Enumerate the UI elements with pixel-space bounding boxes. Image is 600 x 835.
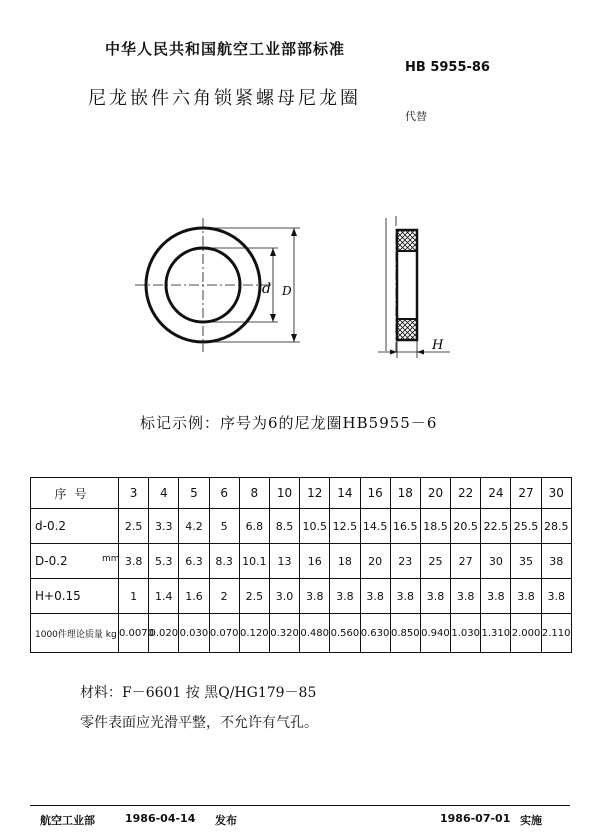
front-view: [135, 218, 300, 352]
table-cell: 10: [269, 478, 299, 509]
table-cell: 6: [209, 478, 239, 509]
table-cell: 0.630: [360, 614, 390, 653]
table-cell: 38: [541, 544, 571, 579]
standard-code: HB 5955-86: [405, 60, 490, 75]
table-row: [31, 544, 572, 579]
row-label: D-0.2 mm: [31, 544, 119, 579]
table-cell: 24: [481, 478, 511, 509]
table-cell: 0.560: [330, 614, 360, 653]
table-row: [31, 579, 572, 614]
table-cell: 22: [451, 478, 481, 509]
table-cell: 16: [300, 544, 330, 579]
table-cell: 30: [541, 478, 571, 509]
table-cell: 2.5: [119, 509, 149, 544]
table-cell: 13: [269, 544, 299, 579]
table-header-label: 序号: [31, 478, 119, 509]
footer-implement-label: 实施: [520, 814, 542, 827]
table-cell: 0.020: [149, 614, 179, 653]
table-cell: 3.8: [390, 579, 420, 614]
table-cell: 0.850: [390, 614, 420, 653]
row-label: H+0.15: [31, 579, 119, 614]
table-cell: 3.0: [269, 579, 299, 614]
footer-issuer: 航空工业部: [40, 814, 95, 827]
table-cell: 5: [209, 509, 239, 544]
table-cell: 25.5: [511, 509, 541, 544]
footer-issue-date: 1986-04-14: [125, 812, 196, 825]
table-cell: 25: [420, 544, 450, 579]
table-cell: 0.030: [179, 614, 209, 653]
top-section-hatch: [397, 230, 417, 251]
table-cell: 2.110: [541, 614, 571, 653]
table-cell: 30: [481, 544, 511, 579]
table-cell: 0.0070: [119, 614, 149, 653]
side-section-view: [378, 216, 450, 358]
table-cell: 10.5: [300, 509, 330, 544]
table-cell: 10.1: [239, 544, 269, 579]
table-cell: 18: [330, 544, 360, 579]
H-dimension-label: H: [432, 338, 444, 353]
table-cell: 16.5: [390, 509, 420, 544]
table-cell: 14.5: [360, 509, 390, 544]
table-cell: 3.8: [481, 579, 511, 614]
footer-divider: [30, 805, 570, 806]
table-header-row: [31, 478, 572, 509]
unit-label: mm: [102, 554, 120, 564]
ring-drawing: [130, 215, 470, 365]
table-cell: 12: [300, 478, 330, 509]
table-cell: 18: [390, 478, 420, 509]
table-cell: 3.3: [149, 509, 179, 544]
table-cell: 0.120: [239, 614, 269, 653]
table-cell: 12.5: [330, 509, 360, 544]
table-cell: 1.310: [481, 614, 511, 653]
table-cell: 27: [451, 544, 481, 579]
table-cell: 5: [179, 478, 209, 509]
table-row: [31, 509, 572, 544]
table-cell: 6.8: [239, 509, 269, 544]
standard-organization: 中华人民共和国航空工业部部标准: [105, 40, 346, 58]
table-cell: 8.5: [269, 509, 299, 544]
table-cell: 2.5: [239, 579, 269, 614]
table-cell: 1.4: [149, 579, 179, 614]
table-cell: 2: [209, 579, 239, 614]
table-cell: 8: [239, 478, 269, 509]
table-cell: 16: [360, 478, 390, 509]
table-cell: 8.3: [209, 544, 239, 579]
table-cell: 28.5: [541, 509, 571, 544]
row-label: d-0.2: [31, 509, 119, 544]
surface-note: 零件表面应光滑平整，不允许有气孔。: [80, 715, 318, 731]
table-cell: 1.6: [179, 579, 209, 614]
table-cell: 35: [511, 544, 541, 579]
table-cell: 5.3: [149, 544, 179, 579]
table-cell: 20: [360, 544, 390, 579]
table-cell: 3.8: [360, 579, 390, 614]
document-title: 尼龙嵌件六角锁紧螺母尼龙圈: [88, 88, 361, 109]
table-cell: 3.8: [511, 579, 541, 614]
table-cell: 20.5: [451, 509, 481, 544]
table-cell: 0.070: [209, 614, 239, 653]
table-cell: 2.000: [511, 614, 541, 653]
table-cell: 3.8: [420, 579, 450, 614]
material-note: 材料：F－6601 按 黑Q/HG179－85: [80, 685, 317, 701]
table-cell: 1: [119, 579, 149, 614]
table-row: [31, 614, 572, 653]
table-cell: 23: [390, 544, 420, 579]
d-dimension-label: d: [262, 281, 271, 297]
table-cell: 0.940: [420, 614, 450, 653]
table-cell: 3: [119, 478, 149, 509]
marking-example: 标记示例：序号为6的尼龙圈HB5955－6: [140, 414, 438, 432]
table-cell: 0.320: [269, 614, 299, 653]
table-cell: 27: [511, 478, 541, 509]
table-cell: 1.030: [451, 614, 481, 653]
row-label: 1000件理论质量 kg: [31, 614, 119, 653]
table-cell: 18.5: [420, 509, 450, 544]
table-cell: 14: [330, 478, 360, 509]
footer-issue-label: 发布: [215, 814, 237, 827]
table-cell: 4: [149, 478, 179, 509]
replaces-label: 代替: [405, 110, 427, 123]
table-cell: 3.8: [541, 579, 571, 614]
footer-implement-date: 1986-07-01: [440, 812, 511, 825]
table-cell: 6.3: [179, 544, 209, 579]
bottom-section-hatch: [397, 319, 417, 340]
table-cell: 20: [420, 478, 450, 509]
table-cell: 3.8: [119, 544, 149, 579]
table-cell: 4.2: [179, 509, 209, 544]
table-cell: 3.8: [300, 579, 330, 614]
table-cell: 3.8: [330, 579, 360, 614]
D-dimension-label: D: [282, 284, 292, 298]
table-cell: 3.8: [451, 579, 481, 614]
dimension-table: [30, 477, 572, 653]
table-cell: 22.5: [481, 509, 511, 544]
table-cell: 0.480: [300, 614, 330, 653]
